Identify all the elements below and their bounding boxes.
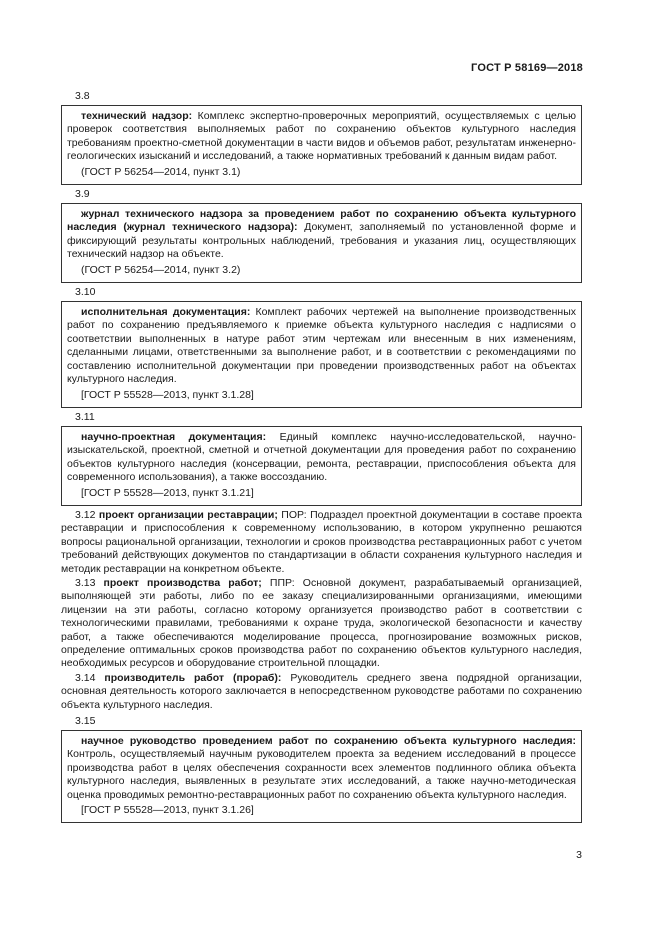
term-definition (67, 306, 576, 386)
term: журнал технического надзора за проведением работ по сохранению объекта культурного наследия (журнал технического надзора): (67, 208, 576, 234)
term-definition (67, 110, 576, 164)
definition: Комплекс экспертно-проверочных мероприятий, осуществляемых с целью проверок соответствия выполняемых работ по сохранению объектов культурного наследия требованиям проектно-сметной документации в части видов и объемов работ, результатам инженерно-геологических изысканий и исследований, а также нормативных требований к данным видам работ. (67, 110, 576, 163)
term: технический надзор: (81, 110, 193, 122)
source-reference: (ГОСТ Р 56254—2014, пункт 3.2) (81, 263, 241, 276)
entry-number: 3.15 (75, 715, 96, 728)
source-reference: [ГОСТ Р 55528—2013, пункт 3.1.21] (81, 486, 254, 499)
term-box-3-9 (61, 203, 582, 283)
definition: Руководитель среднего звена подрядной организации, основная деятельность которого заключается в непосредственном руководстве работами по сохранению объекта культурного наследия. (61, 671, 582, 711)
paragraph-3-12 (61, 509, 582, 576)
term-definition (67, 431, 576, 485)
definition: Комплект рабочих чертежей на выполнение производственных работ по сохранению предъявляемого к приемке объекта культурного наследия с надписями о соответствии выполненных в натуре работ этим чертежам или внесенным в них изменениям, сделанными лицами, ответственными за выполнение работ, и в соответствии с рекомендациями по составлению исполнительной документации при проведении производственных работ на объектах культурного наследия. (67, 306, 576, 386)
definition: ПОР: Подраздел проектной документации в составе проекта реставрации и приспособления к современному использованию, в котором укрупненно решаются вопросы рациональной организации, технологии и сроков производства реставрационных работ с учетом требований действующих документов по стандартизации в области сохранения культурного наследия и методик реставрации на конкретном объекте. (61, 508, 583, 575)
entry-number: 3.13 (75, 576, 96, 589)
entry-number: 3.10 (75, 286, 96, 299)
source-reference: (ГОСТ Р 56254—2014, пункт 3.1) (81, 165, 241, 178)
entry-number: 3.9 (75, 188, 90, 201)
page-number: 3 (576, 849, 582, 861)
term-box-3-11 (61, 426, 582, 506)
definition: ППР: Основной документ, разрабатываемый организацией, выполняющей эти работы, либо по ее заказу специализированными организациями, имеющими лицензии на эти работы, согласно которому организуется производство работ в соответствии с технологическими правилами, требованиями к охране труда, экологической безопасности и качеству работ, а также обеспечиваются моделирование процесса, прогнозирование возможных рисков, определение оптимальных сроков производства работ по сохранению объектов культурного наследия, необходимых ресурсов и оборудование строительной площадки. (61, 576, 582, 670)
definition: Единый комплекс научно-исследовательской, научно-изыскательской, проектной, сметной и отчетной документации для проведения работ по сохранению объектов культурного наследия (консервации, ремонта, реставрации, приспособления объекта для современного использования), а также воссозданию. (67, 430, 576, 484)
page-content (61, 90, 582, 826)
entry-number: 3.12 (75, 508, 96, 521)
term: исполнительная документация: (81, 306, 251, 319)
term-definition (67, 208, 576, 262)
paragraph-3-13 (61, 577, 582, 671)
term-box-3-10 (61, 301, 582, 408)
term-box-3-15 (61, 730, 582, 823)
term: проект производства работ; (103, 576, 262, 589)
term: научно-проектная документация: (81, 430, 267, 443)
term-definition (67, 735, 576, 802)
definition: Документ, заполняемый по установленной форме и фиксирующий результаты контрольных наблюдений, требования и указания лиц, осуществляющих технический надзор на объекте. (67, 221, 576, 261)
term: научное руководство проведением работ по сохранению объекта культурного наследия: (81, 735, 576, 748)
paragraph-3-14 (61, 672, 582, 712)
entry-number: 3.14 (75, 671, 96, 684)
term: производитель работ (прораб): (104, 671, 282, 684)
entry-number: 3.8 (75, 90, 90, 102)
source-reference: [ГОСТ Р 55528—2013, пункт 3.1.28] (81, 388, 254, 401)
term: проект организации реставрации; (98, 508, 278, 521)
document-header: ГОСТ Р 58169—2018 (471, 62, 583, 74)
source-reference: [ГОСТ Р 55528—2013, пункт 3.1.26] (81, 804, 254, 817)
entry-number: 3.11 (75, 410, 95, 423)
definition: Контроль, осуществляемый научным руководителем проекта за ведением исследований в процессе производства работ в целях обеспечения сохранности всех элементов подлинного облика объекта культурного наследия, выявленных в результате этих исследований, а также научно-методическая оценка проводимых ремонтно-реставрационных работ по сохранению объекта культурного наследия. (67, 748, 576, 801)
term-box-3-8 (61, 105, 582, 185)
